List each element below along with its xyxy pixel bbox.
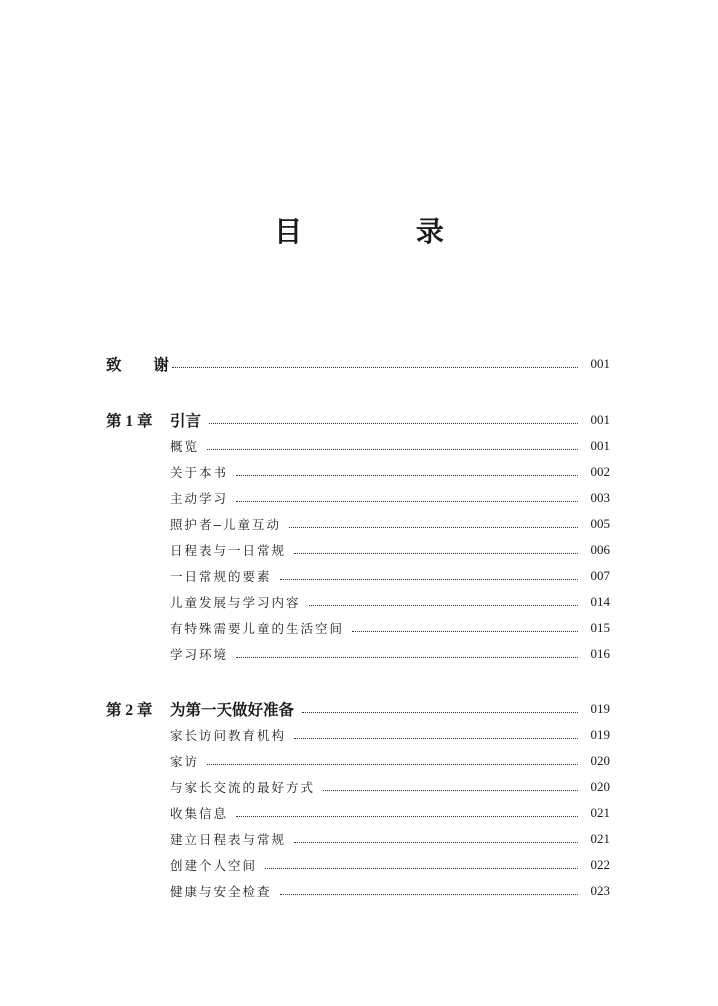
dot-leader	[236, 501, 578, 502]
toc-page-number: 019	[590, 727, 610, 742]
toc-entry-label: 致 谢	[106, 357, 183, 374]
toc-section[interactable]	[0, 511, 718, 537]
toc-section[interactable]	[0, 722, 718, 748]
chapter-title: 为第一天做好准备	[170, 702, 295, 719]
table-of-contents	[0, 351, 718, 904]
toc-page-number: 015	[590, 620, 610, 635]
toc-section[interactable]	[0, 589, 718, 615]
toc-section[interactable]	[0, 826, 718, 852]
dot-leader	[236, 475, 578, 476]
toc-page-number: 021	[590, 805, 610, 820]
dot-leader	[280, 579, 578, 580]
section-title: 关于本书	[170, 465, 229, 480]
chapter-label: 第 1 章	[106, 413, 153, 430]
dot-leader	[294, 553, 578, 554]
toc-page-number: 007	[590, 568, 610, 583]
toc-section[interactable]	[0, 459, 718, 485]
section-title: 收集信息	[170, 806, 229, 821]
dot-leader	[352, 631, 578, 632]
dot-leader	[236, 816, 578, 817]
section-title: 建立日程表与常规	[170, 832, 287, 847]
toc-section[interactable]	[0, 433, 718, 459]
toc-section[interactable]	[0, 774, 718, 800]
toc-section[interactable]	[0, 748, 718, 774]
toc-page-number: 005	[590, 516, 610, 531]
dot-leader	[207, 764, 578, 765]
toc-page-number: 019	[590, 701, 610, 716]
chapter-label: 第 2 章	[106, 702, 153, 719]
toc-page-number: 006	[590, 542, 610, 557]
toc-entry-acknowledgements[interactable]	[0, 351, 718, 377]
toc-section[interactable]	[0, 615, 718, 641]
section-title: 家访	[170, 754, 200, 769]
dot-leader	[289, 527, 578, 528]
toc-section[interactable]	[0, 485, 718, 511]
toc-section[interactable]	[0, 800, 718, 826]
toc-chapter-1[interactable]	[0, 407, 718, 433]
chapter-title: 引言	[170, 413, 202, 430]
section-title: 概览	[170, 439, 200, 454]
toc-page-number: 014	[590, 594, 610, 609]
section-title: 创建个人空间	[170, 858, 258, 873]
toc-page-number: 003	[590, 490, 610, 505]
toc-section[interactable]	[0, 537, 718, 563]
toc-page-number: 016	[590, 646, 610, 661]
dot-leader	[265, 868, 578, 869]
toc-page-number: 002	[590, 464, 610, 479]
toc-section[interactable]	[0, 852, 718, 878]
section-title: 与家长交流的最好方式	[170, 780, 316, 795]
section-title: 学习环境	[170, 647, 229, 662]
section-title: 健康与安全检查	[170, 884, 272, 899]
dot-leader	[209, 423, 578, 424]
dot-leader	[302, 712, 578, 713]
dot-leader	[207, 449, 578, 450]
dot-leader	[294, 842, 578, 843]
dot-leader	[236, 657, 578, 658]
section-title: 家长访问教育机构	[170, 728, 287, 743]
toc-page-number: 021	[590, 831, 610, 846]
section-title: 照护者–儿童互动	[170, 517, 282, 532]
section-title: 有特殊需要儿童的生活空间	[170, 621, 345, 636]
section-title: 日程表与一日常规	[170, 543, 287, 558]
section-title: 儿童发展与学习内容	[170, 595, 301, 610]
toc-page-number: 023	[590, 883, 610, 898]
toc-page-number: 001	[590, 356, 610, 371]
dot-leader	[309, 605, 578, 606]
toc-page-number: 001	[590, 412, 610, 427]
toc-section[interactable]	[0, 641, 718, 667]
toc-page-number: 022	[590, 857, 610, 872]
toc-page-number: 020	[590, 753, 610, 768]
dot-leader	[280, 894, 578, 895]
toc-section[interactable]	[0, 878, 718, 904]
dot-leader	[294, 738, 578, 739]
dot-leader	[172, 367, 578, 368]
toc-page-number: 001	[590, 438, 610, 453]
toc-chapter-2[interactable]	[0, 696, 718, 722]
toc-page-number: 020	[590, 779, 610, 794]
section-title: 主动学习	[170, 491, 229, 506]
toc-section[interactable]	[0, 563, 718, 589]
dot-leader	[323, 790, 578, 791]
page-title: 目 录	[274, 215, 496, 248]
section-title: 一日常规的要素	[170, 569, 272, 584]
